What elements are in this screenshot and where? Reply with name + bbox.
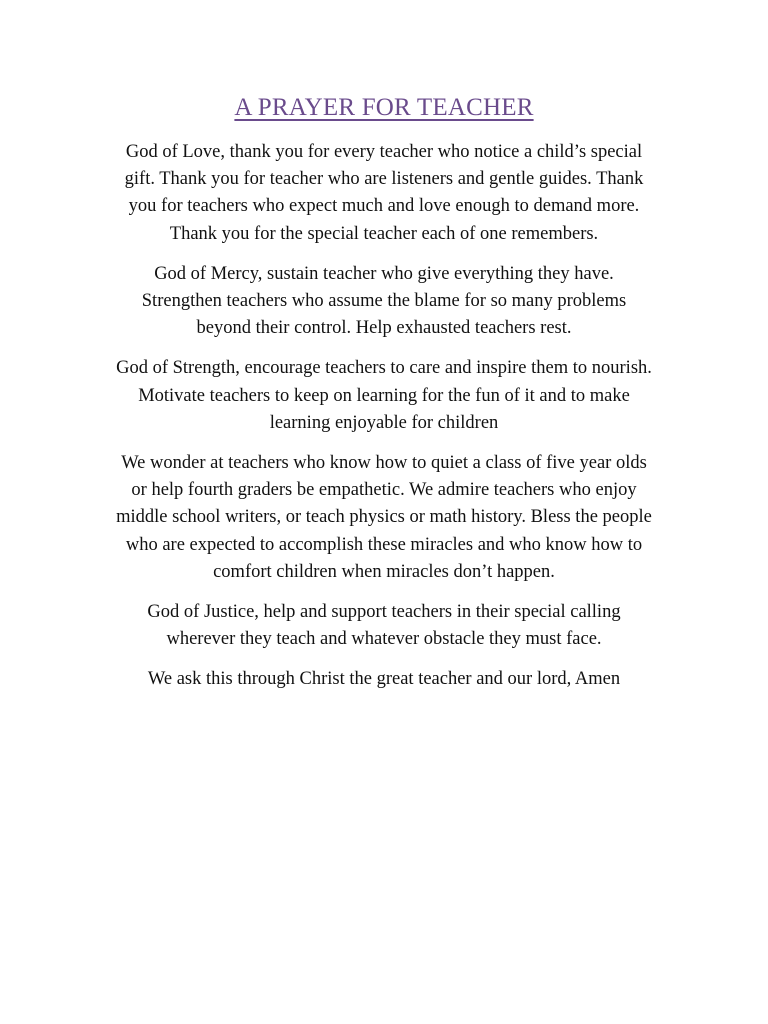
paragraph-love: God of Love, thank you for every teacher who notice a child’s special gift. Thank you for teacher who are listeners and gentle guides. Thank you for teachers who expect much and love enough to demand more. Thank you for the special teacher each of one remembers. (124, 142, 644, 244)
paragraph-wonder: We wonder at teachers who know how to quiet a class of five year olds or help fourth graders be empathetic. We admire teachers who enjoy middle school writers, or teach physics or math history. Bless the people who are expected to accomplish these miracles and who know how to comfort children when miracles don’t happen. (116, 453, 652, 582)
paragraph-amen: We ask this through Christ the great teacher and our lord, Amen (147, 669, 621, 690)
paragraph-mercy: God of Mercy, sustain teacher who give everything they have. Strengthen teachers who assume the blame for so many problems beyond their control. Help exhausted teachers rest. (141, 263, 627, 339)
paragraph-justice: God of Justice, help and support teachers in their special calling wherever they teach and whatever obstacle they must face. (147, 602, 621, 650)
document-title: A PRAYER FOR TEACHER (234, 94, 534, 121)
paragraph-strength: God of Strength, encourage teachers to care and inspire them to nourish. Motivate teachers to keep on learning for the fun of it and to make learning enjoyable for children (116, 358, 652, 433)
prayer-body (84, 139, 684, 707)
